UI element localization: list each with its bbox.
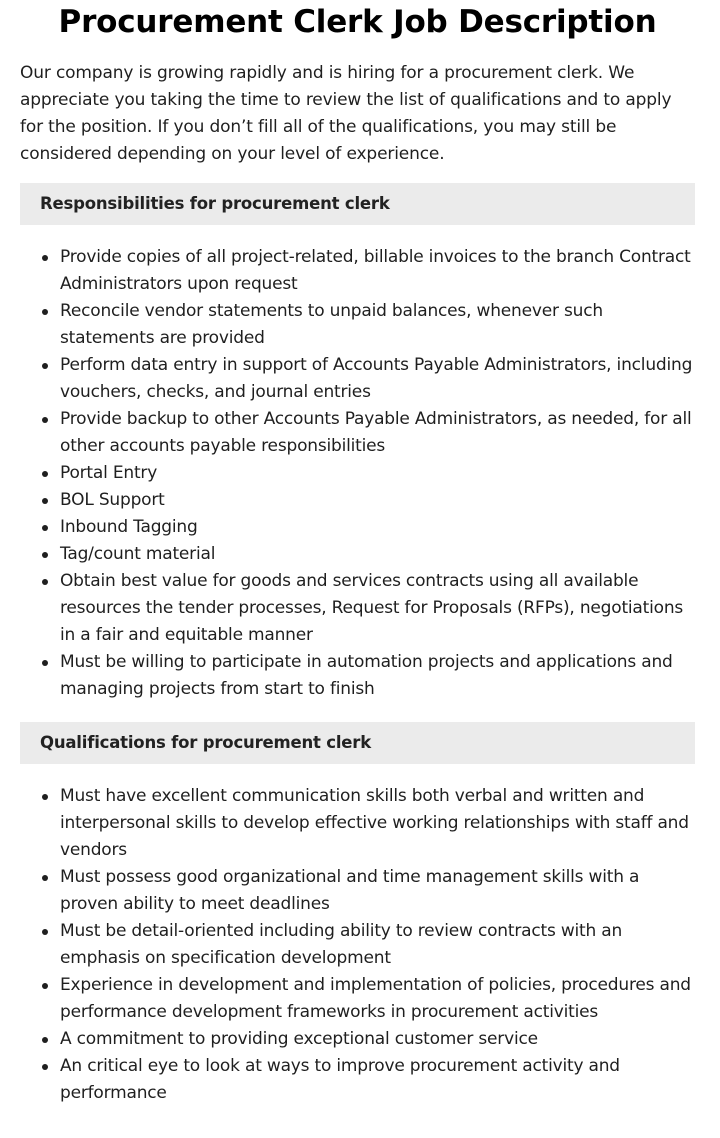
bullet-icon (42, 417, 48, 423)
responsibilities-heading: Responsibilities for procurement clerk (20, 183, 695, 225)
bullet-icon (42, 983, 48, 989)
list-item-text: Tag/count material (60, 544, 216, 564)
list-item-text: Must have excellent communication skills both verbal and written and interpersonal skills to develop effective working relationships with staff and vendors (60, 786, 689, 860)
list-item-text: Provide backup to other Accounts Payable Administrators, as needed, for all other accounts payable responsibilities (60, 409, 692, 456)
list-item-text: Must be detail-oriented including ability to review contracts with an emphasis on specification development (60, 921, 623, 968)
list-item (60, 244, 696, 298)
list-item (60, 460, 696, 487)
page-title: Procurement Clerk Job Description (58, 4, 657, 40)
responsibilities-list (20, 244, 696, 703)
list-item-text: Portal Entry (60, 463, 158, 483)
bullet-icon (42, 525, 48, 531)
bullet-icon (42, 875, 48, 881)
bullet-icon (42, 660, 48, 666)
list-item (60, 1053, 696, 1107)
list-item (60, 541, 696, 568)
bullet-icon (42, 579, 48, 585)
intro-paragraph: Our company is growing rapidly and is hiring for a procurement clerk. We appreciate you taking the time to review the list of qualifications and to apply for the position. If you don’t fill all of the qualifications, you may still be considered depending on your level of experience. (20, 63, 672, 164)
qualifications-list (20, 783, 696, 1107)
bullet-icon (42, 255, 48, 261)
list-item-text: Must possess good organizational and time management skills with a proven ability to meet deadlines (60, 867, 640, 914)
list-item (60, 568, 696, 649)
bullet-icon (42, 309, 48, 315)
list-item-text: Obtain best value for goods and services contracts using all available resources the tender processes, Request for Proposals (RFPs), negotiations in a fair and equitable manner (60, 571, 684, 645)
bullet-icon (42, 794, 48, 800)
bullet-icon (42, 1037, 48, 1043)
list-item-text: BOL Support (60, 490, 165, 510)
list-item-text: Inbound Tagging (60, 517, 198, 537)
list-item-text: Experience in development and implementation of policies, procedures and performance development frameworks in procurement activities (60, 975, 691, 1022)
bullet-icon (42, 363, 48, 369)
list-item (60, 972, 696, 1026)
list-item-text: Reconcile vendor statements to unpaid balances, whenever such statements are provided (60, 301, 603, 348)
bullet-icon (42, 929, 48, 935)
list-item-text: Perform data entry in support of Accounts Payable Administrators, including vouchers, checks, and journal entries (60, 355, 693, 402)
list-item (60, 352, 696, 406)
list-item (60, 783, 696, 864)
bullet-icon (42, 552, 48, 558)
list-item (60, 649, 696, 703)
qualifications-heading: Qualifications for procurement clerk (20, 722, 695, 764)
list-item (60, 918, 696, 972)
bullet-icon (42, 1064, 48, 1070)
list-item (60, 514, 696, 541)
list-item-text: A commitment to providing exceptional customer service (60, 1029, 538, 1049)
list-item (60, 864, 696, 918)
list-item (60, 298, 696, 352)
list-item (60, 487, 696, 514)
list-item (60, 1026, 696, 1053)
list-item-text: An critical eye to look at ways to improve procurement activity and performance (60, 1056, 620, 1103)
list-item-text: Provide copies of all project-related, billable invoices to the branch Contract Administrators upon request (60, 247, 691, 294)
list-item (60, 406, 696, 460)
bullet-icon (42, 498, 48, 504)
list-item-text: Must be willing to participate in automation projects and applications and managing projects from start to finish (60, 652, 673, 699)
bullet-icon (42, 471, 48, 477)
